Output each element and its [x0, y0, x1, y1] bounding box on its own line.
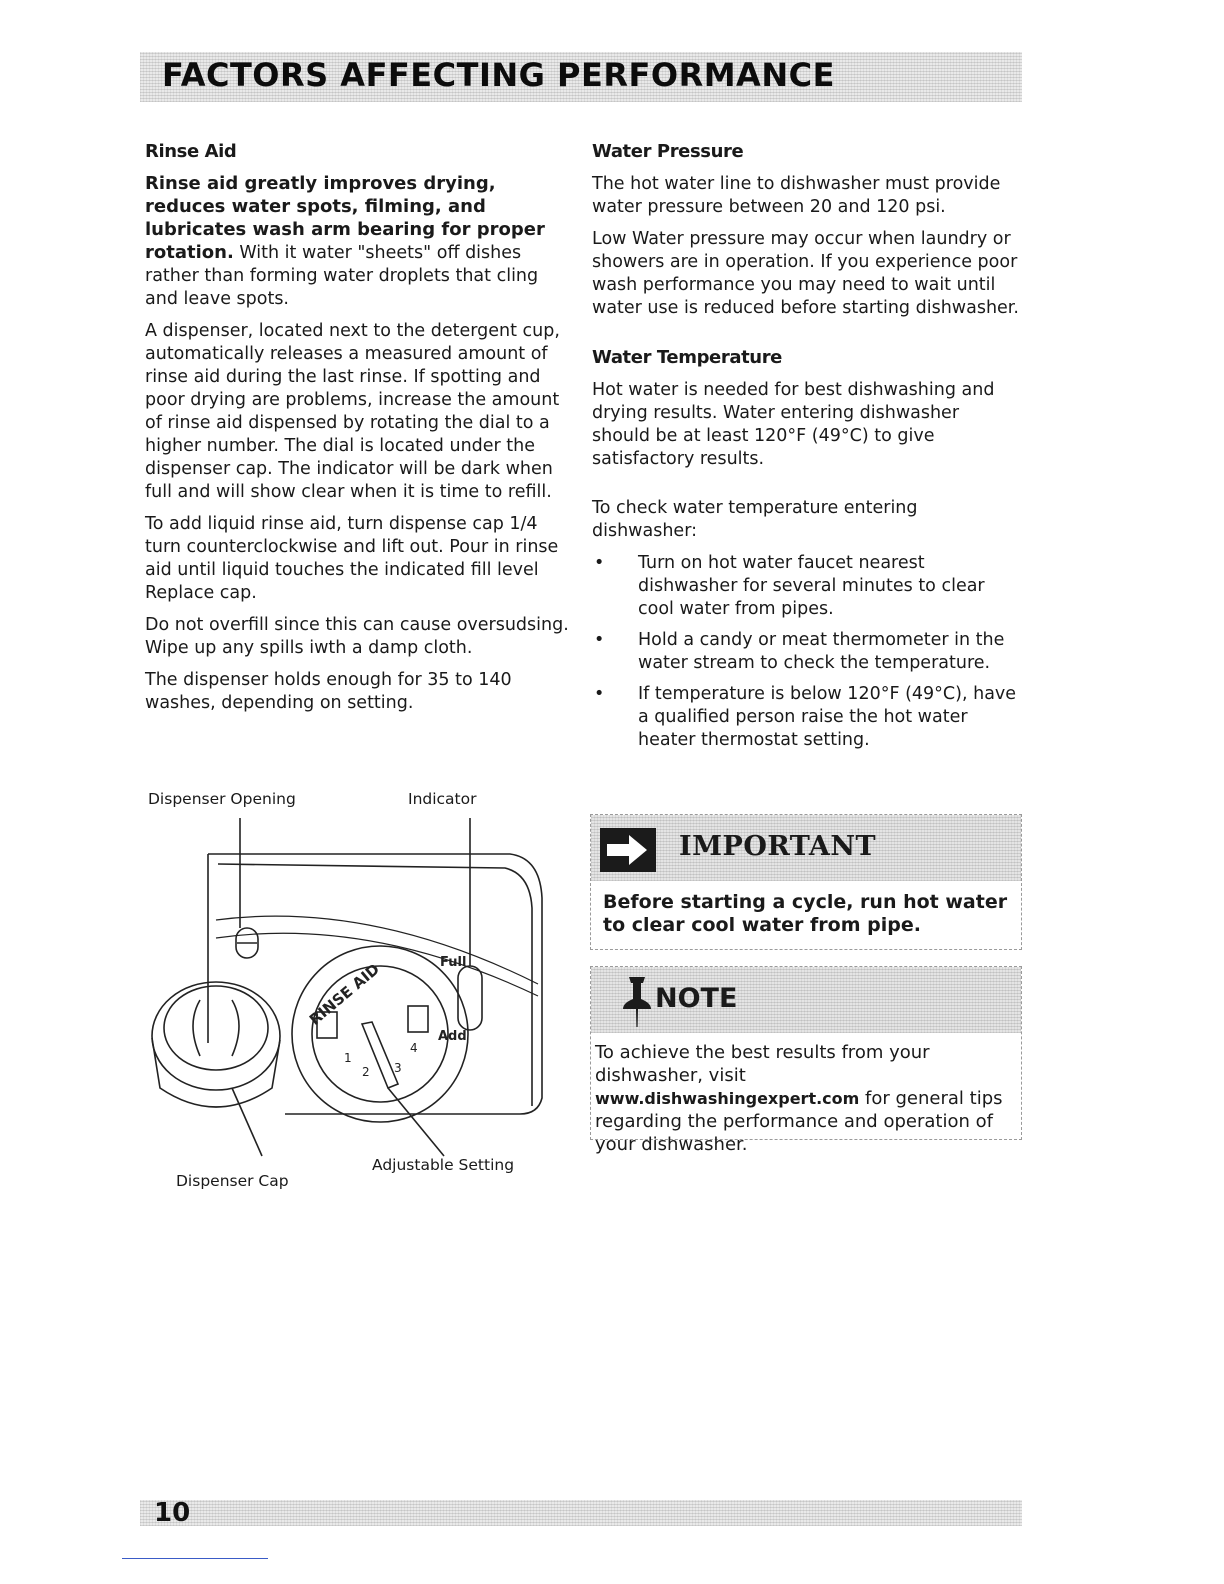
- rinse-aid-lead-rest: With it water "sheets" off dishes rather than forming water droplets that cling and leave spots.: [145, 243, 539, 309]
- label-adjustable-setting: Adjustable Setting: [372, 1156, 515, 1174]
- bullet-dot: •: [594, 684, 605, 704]
- label-indicator: Indicator: [408, 790, 477, 808]
- note-callout: [590, 966, 1022, 1155]
- important-header: [591, 815, 1021, 881]
- page-number: 10: [154, 1498, 191, 1528]
- rinse-aid-paragraph: A dispenser, located next to the detergent cup, automatically releases a measured amount of rinse aid during the last rinse. If spotting and poor drying are problems, increase the amount of rinse aid dispensed by rotating the dial to a higher number. The dial is located under the dispenser cap. The indicator will be dark when full and will show clear when it is time to refill.: [145, 321, 560, 502]
- rinse-aid-lead-paragraph: [145, 173, 575, 311]
- water-pressure-paragraph: Low Water pressure may occur when laundry or showers are in operation. If you experience poor wash performance you may need to wait until water use is reduced before starting dishwasher.: [592, 229, 1019, 318]
- check-temperature-intro: To check water temperature entering dishwasher:: [592, 498, 918, 541]
- list-item-text: Hold a candy or meat thermometer in the water stream to check the temperature.: [638, 630, 1005, 673]
- important-title: IMPORTANT: [679, 831, 877, 862]
- label-dispenser-cap: Dispenser Cap: [176, 1172, 289, 1190]
- water-section: [592, 140, 1022, 760]
- arrow-right-icon: [599, 825, 659, 875]
- dial-label: RINSE AID: [305, 959, 383, 1029]
- rinse-aid-dispenser-diagram: [140, 788, 580, 1208]
- bullet-dot: •: [594, 630, 605, 650]
- footer-banner: [140, 1500, 1022, 1526]
- list-item: [592, 552, 1022, 621]
- important-text: Before starting a cycle, run hot water to clear cool water from pipe.: [603, 891, 1008, 936]
- important-callout: [590, 814, 1022, 950]
- website-link[interactable]: www.dishwashingexpert.com: [595, 1089, 860, 1108]
- dial-number: 1: [344, 1051, 352, 1065]
- water-pressure-heading: Water Pressure: [592, 141, 744, 162]
- note-text-after: for general tips regarding the performance and operation of your dishwasher.: [595, 1088, 1003, 1155]
- page-title: FACTORS AFFECTING PERFORMANCE: [162, 56, 835, 94]
- rinse-aid-heading: Rinse Aid: [145, 141, 237, 162]
- list-item-text: Turn on hot water faucet nearest dishwasher for several minutes to clear cool water from pipes.: [638, 553, 985, 619]
- list-item: [592, 683, 1022, 752]
- dial-number: 3: [394, 1061, 402, 1075]
- water-pressure-paragraph: The hot water line to dishwasher must provide water pressure between 20 and 120 psi.: [592, 174, 1001, 217]
- dial-number: 4: [410, 1041, 418, 1055]
- water-temperature-heading: Water Temperature: [592, 347, 782, 368]
- rinse-aid-paragraph: To add liquid rinse aid, turn dispense cap 1/4 turn counterclockwise and lift out. Pour in rinse aid until liquid touches the indicated fill level Replace cap.: [145, 514, 559, 603]
- note-header: [591, 967, 1021, 1033]
- rinse-aid-lead-bold: Rinse aid greatly improves drying, reduces water spots, filming, and lubricates wash arm bearing for proper rotation.: [145, 173, 545, 263]
- note-text-before: To achieve the best results from your dishwasher, visit: [595, 1042, 930, 1086]
- title-banner: [140, 52, 1022, 102]
- pushpin-icon: [619, 975, 655, 1029]
- add-marker: Add: [438, 1029, 467, 1044]
- note-title: NOTE: [655, 983, 738, 1014]
- list-item: [592, 629, 1022, 675]
- list-item-text: If temperature is below 120°F (49°C), have a qualified person raise the hot water heater thermostat setting.: [638, 684, 1017, 750]
- water-temperature-paragraph: Hot water is needed for best dishwashing and drying results. Water entering dishwasher should be at least 120°F (49°C) to give satisfactory results.: [592, 380, 995, 469]
- bottom-rule: [122, 1558, 268, 1559]
- note-text: [591, 1033, 1021, 1156]
- full-marker: Full: [440, 955, 467, 970]
- rinse-aid-paragraph: The dispenser holds enough for 35 to 140 washes, depending on setting.: [145, 670, 512, 713]
- rinse-aid-section: [145, 140, 575, 724]
- bullet-dot: •: [594, 553, 605, 573]
- label-dispenser-opening: Dispenser Opening: [148, 790, 296, 808]
- dispenser-illustration: [140, 788, 580, 1208]
- check-temperature-list: [592, 552, 1022, 752]
- dial-number: 2: [362, 1065, 370, 1079]
- rinse-aid-paragraph: Do not overfill since this can cause oversudsing. Wipe up any spills iwth a damp cloth.: [145, 615, 569, 658]
